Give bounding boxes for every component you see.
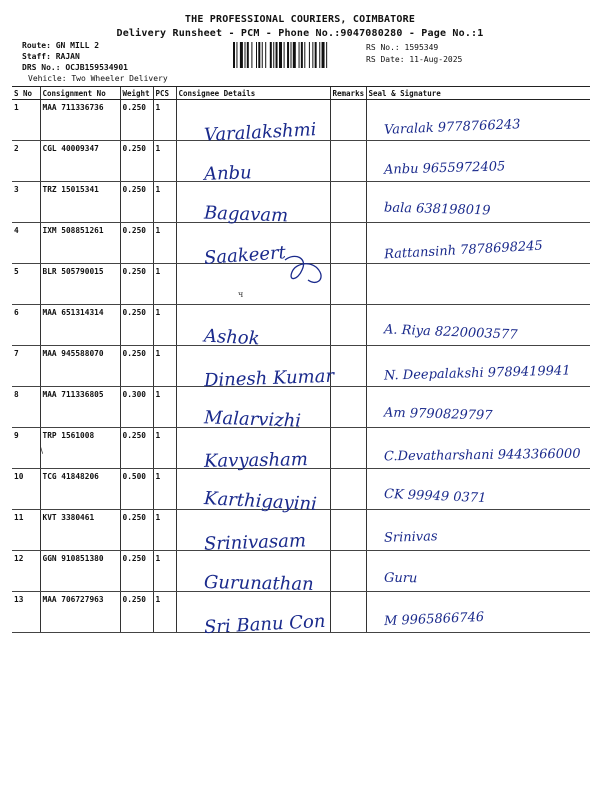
barcode-bar xyxy=(326,42,327,68)
weight-cell: 0.300 xyxy=(120,387,153,428)
pcs-cell: 1 xyxy=(153,387,176,428)
seal-signature-handwriting: Srinivas xyxy=(383,529,438,546)
signature-scrawl xyxy=(280,250,330,290)
pcs-cell: 1 xyxy=(153,264,176,305)
barcode-bar xyxy=(270,42,272,68)
weight-cell: 0.250 xyxy=(120,592,153,633)
pcs-cell: 1 xyxy=(153,305,176,346)
barcode-bar xyxy=(315,42,317,68)
consignment-cell: BLR 505790015 xyxy=(40,264,120,305)
consignment-cell: IXM 508851261 xyxy=(40,223,120,264)
seal-signature-handwriting: bala 638198019 xyxy=(383,200,491,219)
sno-cell: 6 xyxy=(12,305,40,346)
consignee-handwriting: Varalakshmi xyxy=(203,119,317,146)
weight-cell: 0.250 xyxy=(120,346,153,387)
barcode-bar xyxy=(279,42,282,68)
consignment-cell: MAA 706727963 xyxy=(40,592,120,633)
remarks-cell xyxy=(330,510,366,551)
seal-signature-handwriting: CK 99949 0371 xyxy=(383,486,487,507)
barcode-bar xyxy=(262,42,263,68)
consignee-handwriting: Bagavam xyxy=(203,202,289,227)
rs-number: RS No.: 1595349 xyxy=(366,43,439,52)
remarks-cell xyxy=(330,469,366,510)
weight-cell: 0.250 xyxy=(120,141,153,182)
barcode-bar xyxy=(287,42,289,68)
pcs-cell: 1 xyxy=(153,141,176,182)
staff-field: Staff: RAJAN xyxy=(22,52,80,61)
barcode-bar xyxy=(284,42,285,68)
col-header-remarks: Remarks xyxy=(330,87,366,100)
barcode-bar xyxy=(236,42,237,68)
consignee-handwriting: Ashok xyxy=(203,325,261,350)
barcode-bar xyxy=(299,42,300,68)
remarks-cell xyxy=(330,223,366,264)
col-header-consignee: Consignee Details xyxy=(176,87,330,100)
sno-cell: 12 xyxy=(12,551,40,592)
remarks-cell xyxy=(330,551,366,592)
seal-signature-handwriting: N. Deepalakshi 9789419941 xyxy=(383,363,571,384)
consignee-handwriting: Malarvizhi xyxy=(203,407,302,432)
consignee-handwriting: Karthigayini xyxy=(203,488,318,515)
barcode-bar xyxy=(319,42,320,68)
barcode-bar xyxy=(233,42,235,68)
barcode-bar xyxy=(273,42,274,68)
seal-signature-handwriting: Varalak 9778766243 xyxy=(383,117,521,138)
barcode-bar xyxy=(304,42,305,68)
sno-cell: 1 xyxy=(12,100,40,141)
pcs-cell: 1 xyxy=(153,510,176,551)
remarks-cell xyxy=(330,141,366,182)
consignee-handwriting: Gurunathan xyxy=(203,572,314,595)
consignment-cell: TCG 41848206 xyxy=(40,469,120,510)
vehicle-field: Vehicle: Two Wheeler Delivery xyxy=(28,74,168,83)
barcode-bar xyxy=(309,42,310,68)
sno-cell: 13 xyxy=(12,592,40,633)
seal-cell xyxy=(366,264,590,305)
pcs-cell: 1 xyxy=(153,428,176,469)
remarks-cell xyxy=(330,592,366,633)
consignee-handwriting: Srinivasam xyxy=(203,530,307,555)
pcs-cell: 1 xyxy=(153,346,176,387)
consignment-cell: GGN 910851380 xyxy=(40,551,120,592)
consignment-cell: MAA 711336736 xyxy=(40,100,120,141)
barcode-bar xyxy=(322,42,325,68)
seal-signature-handwriting: A. Riya 8220003577 xyxy=(383,322,518,343)
sno-cell: 3 xyxy=(12,182,40,223)
barcode-bar xyxy=(301,42,303,68)
weight-cell: 0.250 xyxy=(120,182,153,223)
pcs-cell: 1 xyxy=(153,469,176,510)
sno-cell: 10 xyxy=(12,469,40,510)
barcode-bar xyxy=(276,42,278,68)
consignee-handwriting: Anbu xyxy=(203,162,253,185)
sno-cell: 5 xyxy=(12,264,40,305)
weight-cell: 0.250 xyxy=(120,264,153,305)
table-row xyxy=(12,387,590,428)
signature-stroke xyxy=(285,256,321,282)
pcs-cell: 1 xyxy=(153,592,176,633)
barcode-bar xyxy=(291,42,292,68)
pcs-cell: 1 xyxy=(153,223,176,264)
col-header-sno: S No xyxy=(12,87,40,100)
route-field: Route: GN MILL 2 xyxy=(22,41,100,50)
runsheet-subtitle: Delivery Runsheet - PCM - Phone No.:9047080280 - Page No.:1 xyxy=(116,28,484,39)
barcode-bar xyxy=(251,42,252,68)
barcode-bar xyxy=(265,42,266,68)
seal-signature-handwriting: M 9965866746 xyxy=(383,609,485,630)
seal-signature-handwriting: Guru xyxy=(383,570,418,587)
consignment-cell: MAA 945588070 xyxy=(40,346,120,387)
table-header-row xyxy=(12,87,590,100)
sno-cell: 9 xyxy=(12,428,40,469)
consignment-cell: TRZ 15015341 xyxy=(40,182,120,223)
barcode-bar xyxy=(312,42,313,68)
weight-cell: 0.250 xyxy=(120,510,153,551)
barcode xyxy=(233,42,361,68)
rs-date: RS Date: 11-Aug-2025 xyxy=(366,55,463,64)
remarks-cell xyxy=(330,100,366,141)
sno-cell: 11 xyxy=(12,510,40,551)
weight-cell: 0.500 xyxy=(120,469,153,510)
consignee-handwriting: Dinesh Kumar xyxy=(203,365,335,392)
pcs-cell: 1 xyxy=(153,182,176,223)
pcs-cell: 1 xyxy=(153,551,176,592)
sno-cell: 7 xyxy=(12,346,40,387)
sno-cell: 8 xyxy=(12,387,40,428)
barcode-bar xyxy=(245,42,246,68)
weight-cell: 0.250 xyxy=(120,305,153,346)
barcode-bar xyxy=(293,42,296,68)
pcs-cell: 1 xyxy=(153,100,176,141)
barcode-bar xyxy=(258,42,260,68)
col-header-consignment: Consignment No xyxy=(40,87,120,100)
remarks-cell xyxy=(330,305,366,346)
seal-signature-handwriting: Rattansinh 7878698245 xyxy=(383,238,544,263)
consignment-cell: MAA 711336805 xyxy=(40,387,120,428)
barcode-bar xyxy=(247,42,249,68)
col-header-pcs: PCS xyxy=(153,87,176,100)
consignee-cell xyxy=(176,141,330,182)
sno-cell: 4 xyxy=(12,223,40,264)
seal-signature-handwriting: Am 9790829797 xyxy=(383,405,493,424)
consignment-cell: MAA 651314314 xyxy=(40,305,120,346)
drs-field: DRS No.: OCJB159534901 xyxy=(22,63,128,72)
weight-cell: 0.250 xyxy=(120,551,153,592)
remarks-cell xyxy=(330,428,366,469)
consignee-handwriting: Sri Banu Con xyxy=(203,610,326,639)
company-title: THE PROFESSIONAL COURIERS, COIMBATORE xyxy=(184,14,416,25)
sno-cell: 2 xyxy=(12,141,40,182)
consignee-handwriting: Saakeert xyxy=(203,242,287,269)
consignment-cell: CGL 40009347 xyxy=(40,141,120,182)
seal-signature-handwriting: Anbu 9655972405 xyxy=(383,159,506,178)
col-header-seal: Seal & Signature xyxy=(366,87,590,100)
barcode-bar xyxy=(240,42,243,68)
consignment-cell: TRP 1561008 xyxy=(40,428,120,469)
table-row xyxy=(12,182,590,223)
col-header-weight: Weight xyxy=(120,87,153,100)
seal-signature-handwriting: C.Devatharshani 9443366000 xyxy=(383,446,581,465)
consignment-cell: KVT 3380461 xyxy=(40,510,120,551)
weight-cell: 0.250 xyxy=(120,428,153,469)
stray-mark: ч xyxy=(238,290,244,299)
remarks-cell xyxy=(330,346,366,387)
remarks-cell xyxy=(330,264,366,305)
remarks-cell xyxy=(330,387,366,428)
stray-mark: \ xyxy=(40,446,44,456)
consignee-handwriting: Kavyasham xyxy=(203,449,309,472)
barcode-bar xyxy=(256,42,257,68)
weight-cell: 0.250 xyxy=(120,100,153,141)
weight-cell: 0.250 xyxy=(120,223,153,264)
remarks-cell xyxy=(330,182,366,223)
